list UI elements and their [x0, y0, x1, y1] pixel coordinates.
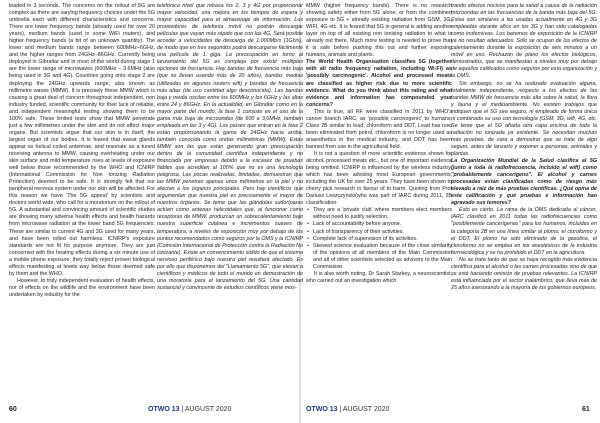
page-number-left: 60: [9, 406, 17, 413]
footer-separator: |: [181, 406, 185, 413]
paragraph: leaded in 3 seconds. The concerns on the rollout of 5G are complex as there are varying frequency choices under the 5G umbrella each with different characteristics and concerns. There are lower frequency bands (already used for over 20 years), medium bands (used in some WiFi routers), and higher frequency bands (a bit of an unknown quantity). The lower and medium bands range between 600MHz–6GHz, and the higher ranges from 24GHz–86GHz. Currently being deployed in Gibraltar and in most of the world during stage 1 are the lower range of microwaves (600MHz – 3.6MHz (also being used in 3G and 4G). Countries going onto stage 2 are deploying the 24GHz upwards range, also known as millimetre waves (MMW). It is precisely these MMW which is causing a great deal of concern throughout independent, non industry funded, scientific community for their lack of reliable, and independent meaningful testing showing them to be 100% safe. These limited tests show that MMW penetrate just a few millimetres under the skin and do not affect major organs. But scientists argue that our skin is in itself, the largest organ of our bodies. It is feared that sweat glands appear as helical coiled antennae, and resonate as a tuned receiving antenna to MMW, causing overheating under our skin surface and mild temperature rises at levels of exposure well below those recommended by the WHO and ICNIRP (International Commission for Non Ionizing Radiation Protection) deemed to be safe. It is strongly felt that our peripheral nervous system under our skin will be affected. For this reason we have 'The 5G appeal' by scientists and doctors world wide, who call for a moratorium on the rollout of 5G. A substantial and convincing amount of scientific studies are showing many adverse health effects and health hazards from microwave radiation at the lower band 5G frequencies. These are similar to current 4G and 3G used for many years, and have been rolled out harmless. ICNIRP's exposure standards are not fit for purpose anymore. They are just concerned with the heating effects during a six minute use of a mobile phone exposure; they totally reject proven biological effects manifesting at levels way below those deemed safe by them and the WHO.: [9, 3, 155, 277]
footer-magazine: OTWO 13: [148, 406, 180, 413]
paragraph: It is not a question of more scientific evidence shown for alcohol, processed meats etc., but one of important evidence being omitted. ICNIRP is influenced by the wireless industry, which has been advising most European governments, including the UK for over 25 years. They have been shown to cherry pick research in favour of to harm. Quoting from Prof Dariusz Leszczynski(who was part of IARC during 2011, 2B classification:: [306, 150, 452, 207]
bullet-item: • They are a 'private club' where members elect members without need to justify selection.: [306, 207, 452, 221]
page-number-right: 61: [582, 406, 590, 413]
interview-question: The World Health Organisation classifies 5G (together with all radio frequency radiation, including Wi-Fi) as 'possibly carcinogenic'. Alcohol and processed meats are classified as higher risk due to more scientific evidence. What do you think about this rating and what evidence and information has compounded your concerns?: [306, 59, 452, 108]
paragraph: MMW (higher frequency bands). There is no research showing safety either from 5G alone, or from the combined exposure to 5G + already existing radiation from GSM, 3G, WIFI, 4G etc. It is feared that 5G in general is adding another layer on top of all existing non ionising radiation to what is already out there. Much more testing is needed to prove that it is safe before pushing this out and further exposing humans, animals and plants.: [306, 3, 452, 59]
footer-right: [306, 406, 389, 413]
bullet-item: • Skewed science evaluation because of the close similarity of the opinions of all members of the Main Commission and all of other scientists selected as advisors to the Main Commission.: [306, 243, 452, 271]
paragraph: This is true, all RF were classified in 2011 by WHO's cancer branch IARC, as 'possible carcinogenic' to humans, Class 2B similar to lead, chloroform and DDT. Lead has now been eliminated from petrol, chloroform is no longer used as anaesthetics in the medical industry, and DDT has been banned from use in the agricultural field.: [306, 108, 452, 150]
paragraph: However, to truly independent evaluation of health effects, nor of effects on the wildlife and the environment have been undertaken by industry for the: [9, 277, 155, 298]
bullet-item: • Lack of accountability before anyone.: [306, 221, 452, 228]
left-page-column-english: [9, 3, 155, 397]
bullet-item: • Complete lack of supervision of its activities.: [306, 236, 452, 243]
footer-left: [148, 406, 231, 413]
footer-separator: |: [339, 406, 343, 413]
footer-issue: AUGUST 2020: [184, 406, 232, 413]
right-page-column-english: [306, 3, 452, 397]
footer-issue: AUGUST 2020: [342, 406, 390, 413]
paragraph: No se trata tanto de que se haya recogido más evidencia científica para el alcohol o las carnes procesadas sino de que se esté haciendo omisión de pruebas relevantes. La ICNIRP está influenciada por el sector inalámbrico, que lleva más de 25 años asesorando a la mayoría de los gobiernos europeos,: [451, 256, 597, 291]
right-page-column-spanish: [451, 3, 597, 397]
paragraph: Sin embargo, no se ha realizado evaluación alguna, totalmente independiente, respecto a los efectos de las bandas MMW de frecuencia más alta sobre la salud, la flora y fauna y el medioambiente. No existen trabajos que indiquen que el 5G sea seguro, ni empleado de forma única ni combinado su uso con tecnología (GSM, 3G, wifi, 4G, etc. Se teme que el 5G añada otra capa encima de toda la radiación no ionizada ya existente. Se necesitan muchas más pruebas, de cara a demostrar que se trate de algo seguro, antes de lanzarlo y exponer a personas, animales y plantas.: [451, 80, 597, 157]
paragraph: Esto es cierto. La rama de la OMS dedicada al cáncer, IARC clasificó en 2011 todas las radiofrecuencias como "posiblemente cancerígenas" para los humanos, incluidas en la categoría 2B en una línea similar al plomo, el cloroformo y el DDT. El plomo ha sido eliminado de la gasolina, el cloroformo no se emplea en los anestésicos de la industria farmacológica y se ha prohibido el DDT en la agricultura.: [451, 207, 597, 256]
paragraph: telefónica nivel que rebasa los 2, 3 y 4G por proporcionar mayor velocidad, una mejora en los tiempos de espera y mayor capacidad para el almacenaje de información. Los proveedores de telefonía móvil no podrán descargar películas que vayan más rápido que con las 4G. Será posible acceder a velocidades de descarga de 1.000Mb/s (1Gb/s), de modo que en tres segundos podrá descargarse fácilmente una película de 1 giga. La preocupación en torno al lanzamiento del 5G es compleja por existir múltiples opciones de frecuencia. Hay bandas de frecuencia más baja (que se llevan usando más de 20 años), bandas medias (utilizadas en algunos routers wifi) y bandas de frecuencia más altas (de uso cantidad algo desconocida). Las bandas baja y media oscilan entre los 600MHz y los 6GHz y las altas entre 24 y 86GHz. En la actualidad, en Gibraltar como en la mayor parte del mundo, la fase 1 consiste en el uso de la gama más baja de microondas (de 600 a 3,6MHz, también empleada en las 3 y 4G). Los países que entran en la fase 2 están proporcionando la gama de 24GHz hacia arriba, también conocida como ondas milimétricas (MMW). Estas MMW son las que están generando gran preocupación dentro de la comunidad científica independiente y no financiada por empresas debido a la escasez de pruebas fiables que acrediten al 100% que no es una tecnología peligrosa. Las pocas realizadas, limitadas, demuestran que las MMW penetran apenas unos milímetros en la piel y no afectan a los órganos principales. Pero hay científicos que argumentan que nuestra piel es precisamente el mayor de nuestros órganos. Se teme que las glándulas sudoríparas actúen como antenas helicoidales que, al funcionar como receptoras de MMW, produzcan un sobrecalentamiento bajo nuestra superficie cutánea e incrementos suaves de temperatura, a niveles de exposición muy por debajo de los puntos recomendados como seguros por la OMS y la ICNIRP (Comisión Internacional de Protección contra la Radiación No Ionizante). Existe un convencimiento sólido de que el sistema nervioso periférico bajo nuestra piel resultará afectado. Es por ello que disponemos del "Llamamiento 5G", que elevan a científicos y médicos de todo el mundo en demostración de una moratoria para el lanzamiento del 5G. Una cantidad sustancial y convincente de estudios científicos viene mos-: [157, 3, 303, 291]
left-page-column-spanish: [157, 3, 303, 397]
paragraph: It is also worth noting, Dr Sarah Starkey, a neuroscientist, who carried out an investigation which: [306, 270, 452, 284]
footer-magazine: OTWO 13: [306, 406, 338, 413]
paragraph: trando efectos nocivos para la salud a causa de la radiación microondas en las frecuencias de la banda más baja del 5G. Estas son similares a las usadas actualmente en 4G y 3G empleadas durante años en los 3G y han sido catalogadas como inofensivas. Los baremos de exposición de la ICNIRP ya no resultan adecuados. Sólo se ocupan de los efectos de calentamiento durante la exposición de seis minutos a un móvil en uso. Rechazan de plano los efectos biológicos, demostrados, que se manifiestan a niveles muy por debajo de aquellos calificados como seguros por esta organización y la OMS.: [451, 3, 597, 80]
bullet-item: • Lack of transparency of their activities.: [306, 229, 452, 236]
interview-question: La Organización Mundial de la Salud clasifica al 5G (junto a toda la radiofrecuencia, incluido el wifi) como "probablemente cancerígeno". El alcohol y carnes procesadas están clasificadas como de riesgo más elevado a raíz de más pruebas científicas. ¿Qué opina de esta calificación y qué pruebas e información han agravado sus temores?: [451, 158, 597, 207]
